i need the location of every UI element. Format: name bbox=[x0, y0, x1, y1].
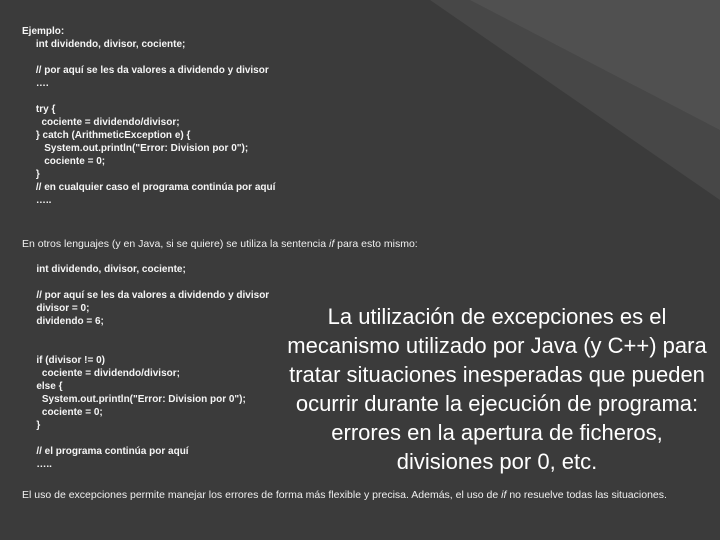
code-line: cociente = 0; bbox=[28, 407, 103, 418]
code-line: dividendo = 6; bbox=[28, 316, 104, 327]
footer-paragraph: El uso de excepciones permite manejar los errores de forma más flexible y precisa. Además, el uso de if no resuelve todas las situaciones. bbox=[22, 489, 667, 501]
code-line: cociente = dividendo/divisor; bbox=[22, 117, 180, 128]
code-line: // el programa continúa por aquí bbox=[28, 446, 189, 457]
code-line: } bbox=[28, 420, 41, 431]
code-line: Ejemplo: bbox=[22, 26, 65, 37]
code-line: cociente = dividendo/divisor; bbox=[28, 368, 180, 379]
keyword-if: if bbox=[501, 489, 507, 501]
paragraph-other-languages: En otros lenguajes (y en Java, si se quiere) se utiliza la sentencia if para esto mismo: bbox=[22, 238, 418, 250]
code-line bbox=[28, 432, 269, 445]
code-line: else { bbox=[28, 381, 63, 392]
code-line: ….. bbox=[28, 459, 52, 470]
code-line: System.out.println("Error: Division por 0"); bbox=[22, 143, 249, 154]
code-line: ….. bbox=[22, 195, 52, 206]
code-line bbox=[28, 341, 269, 354]
code-line: // por aquí se les da valores a dividendo y divisor bbox=[28, 290, 270, 301]
exceptions-callout: La utilización de excepciones es el mecanismo utilizado por Java (y C++) para tratar situaciones inesperadas que pueden ocurrir durante la ejecución de programa: errores en la apertura de ficheros, divisiones por 0, etc. bbox=[287, 304, 707, 474]
code-line: // por aquí se les da valores a dividendo y divisor bbox=[22, 65, 269, 76]
code-line: try { bbox=[22, 104, 56, 115]
code-line: System.out.println("Error: Division por 0"); bbox=[28, 394, 246, 405]
code-line: if (divisor != 0) bbox=[28, 355, 105, 366]
code-line bbox=[28, 328, 269, 341]
code-line: } catch (ArithmeticException e) { bbox=[22, 130, 191, 141]
code-line: // en cualquier caso el programa continúa por aquí bbox=[22, 182, 276, 193]
code-line: …. bbox=[22, 78, 49, 89]
code-line: int dividendo, divisor, cociente; bbox=[28, 264, 186, 275]
code-line: divisor = 0; bbox=[28, 303, 90, 314]
code-line: cociente = 0; bbox=[22, 156, 106, 167]
code-block-try-catch bbox=[0, 25, 275, 207]
code-line: } bbox=[22, 169, 40, 180]
code-line bbox=[28, 276, 269, 289]
code-line bbox=[22, 51, 275, 64]
keyword-if: if bbox=[329, 238, 335, 250]
code-block-if-else bbox=[0, 263, 269, 471]
code-line bbox=[22, 90, 275, 103]
code-line: int dividendo, divisor, cociente; bbox=[22, 39, 186, 50]
